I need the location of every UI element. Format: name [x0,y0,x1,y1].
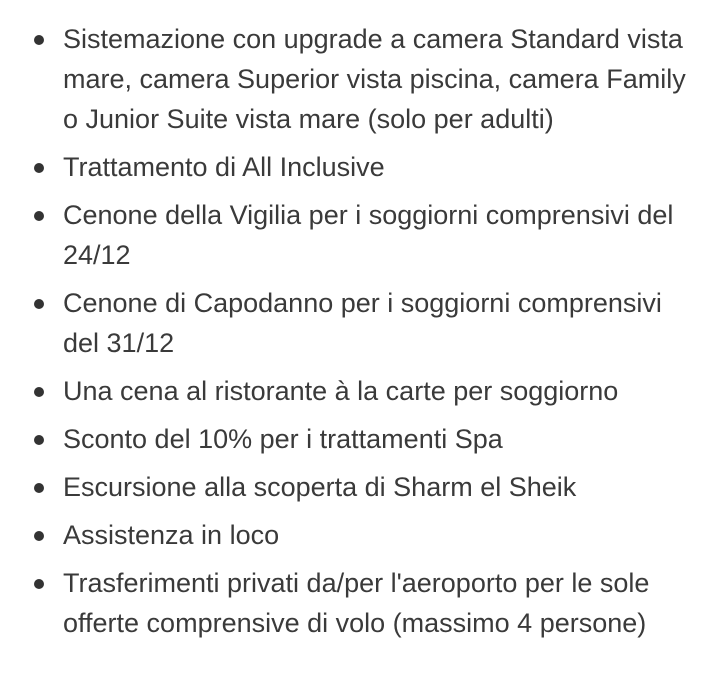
bullet-icon [34,211,44,221]
list-item [0,419,716,459]
bullet-icon [34,163,44,173]
list-item-text: Trasferimenti privati da/per l'aeroporto per le sole offerte comprensive di volo (massimo 4 persone) [63,568,650,638]
list-item [0,371,716,411]
bullet-icon [34,531,44,541]
list-item [0,283,716,363]
list-item-text: Una cena al ristorante à la carte per soggiorno [63,376,619,406]
list-item [0,467,716,507]
list-item-text: Sistemazione con upgrade a camera Standard vista mare, camera Superior vista piscina, camera Family o Junior Suite vista mare (solo per adulti) [63,24,686,134]
list-item-text: Sconto del 10% per i trattamenti Spa [63,424,503,454]
bullet-icon [34,483,44,493]
list-item [0,147,716,187]
list-item-text: Cenone di Capodanno per i soggiorni comprensivi del 31/12 [63,288,662,358]
bullet-icon [34,387,44,397]
list-item [0,563,716,643]
list-item-text: Cenone della Vigilia per i soggiorni comprensivi del 24/12 [63,200,674,270]
list-item-text: Escursione alla scoperta di Sharm el Sheik [63,472,577,502]
bullet-icon [34,435,44,445]
list-item-text: Assistenza in loco [63,520,280,550]
bullet-icon [34,579,44,589]
list-item [0,515,716,555]
bullet-icon [34,35,44,45]
list-item [0,195,716,275]
list-item-text: Trattamento di All Inclusive [63,152,385,182]
list-item [0,19,716,139]
bullet-icon [34,299,44,309]
